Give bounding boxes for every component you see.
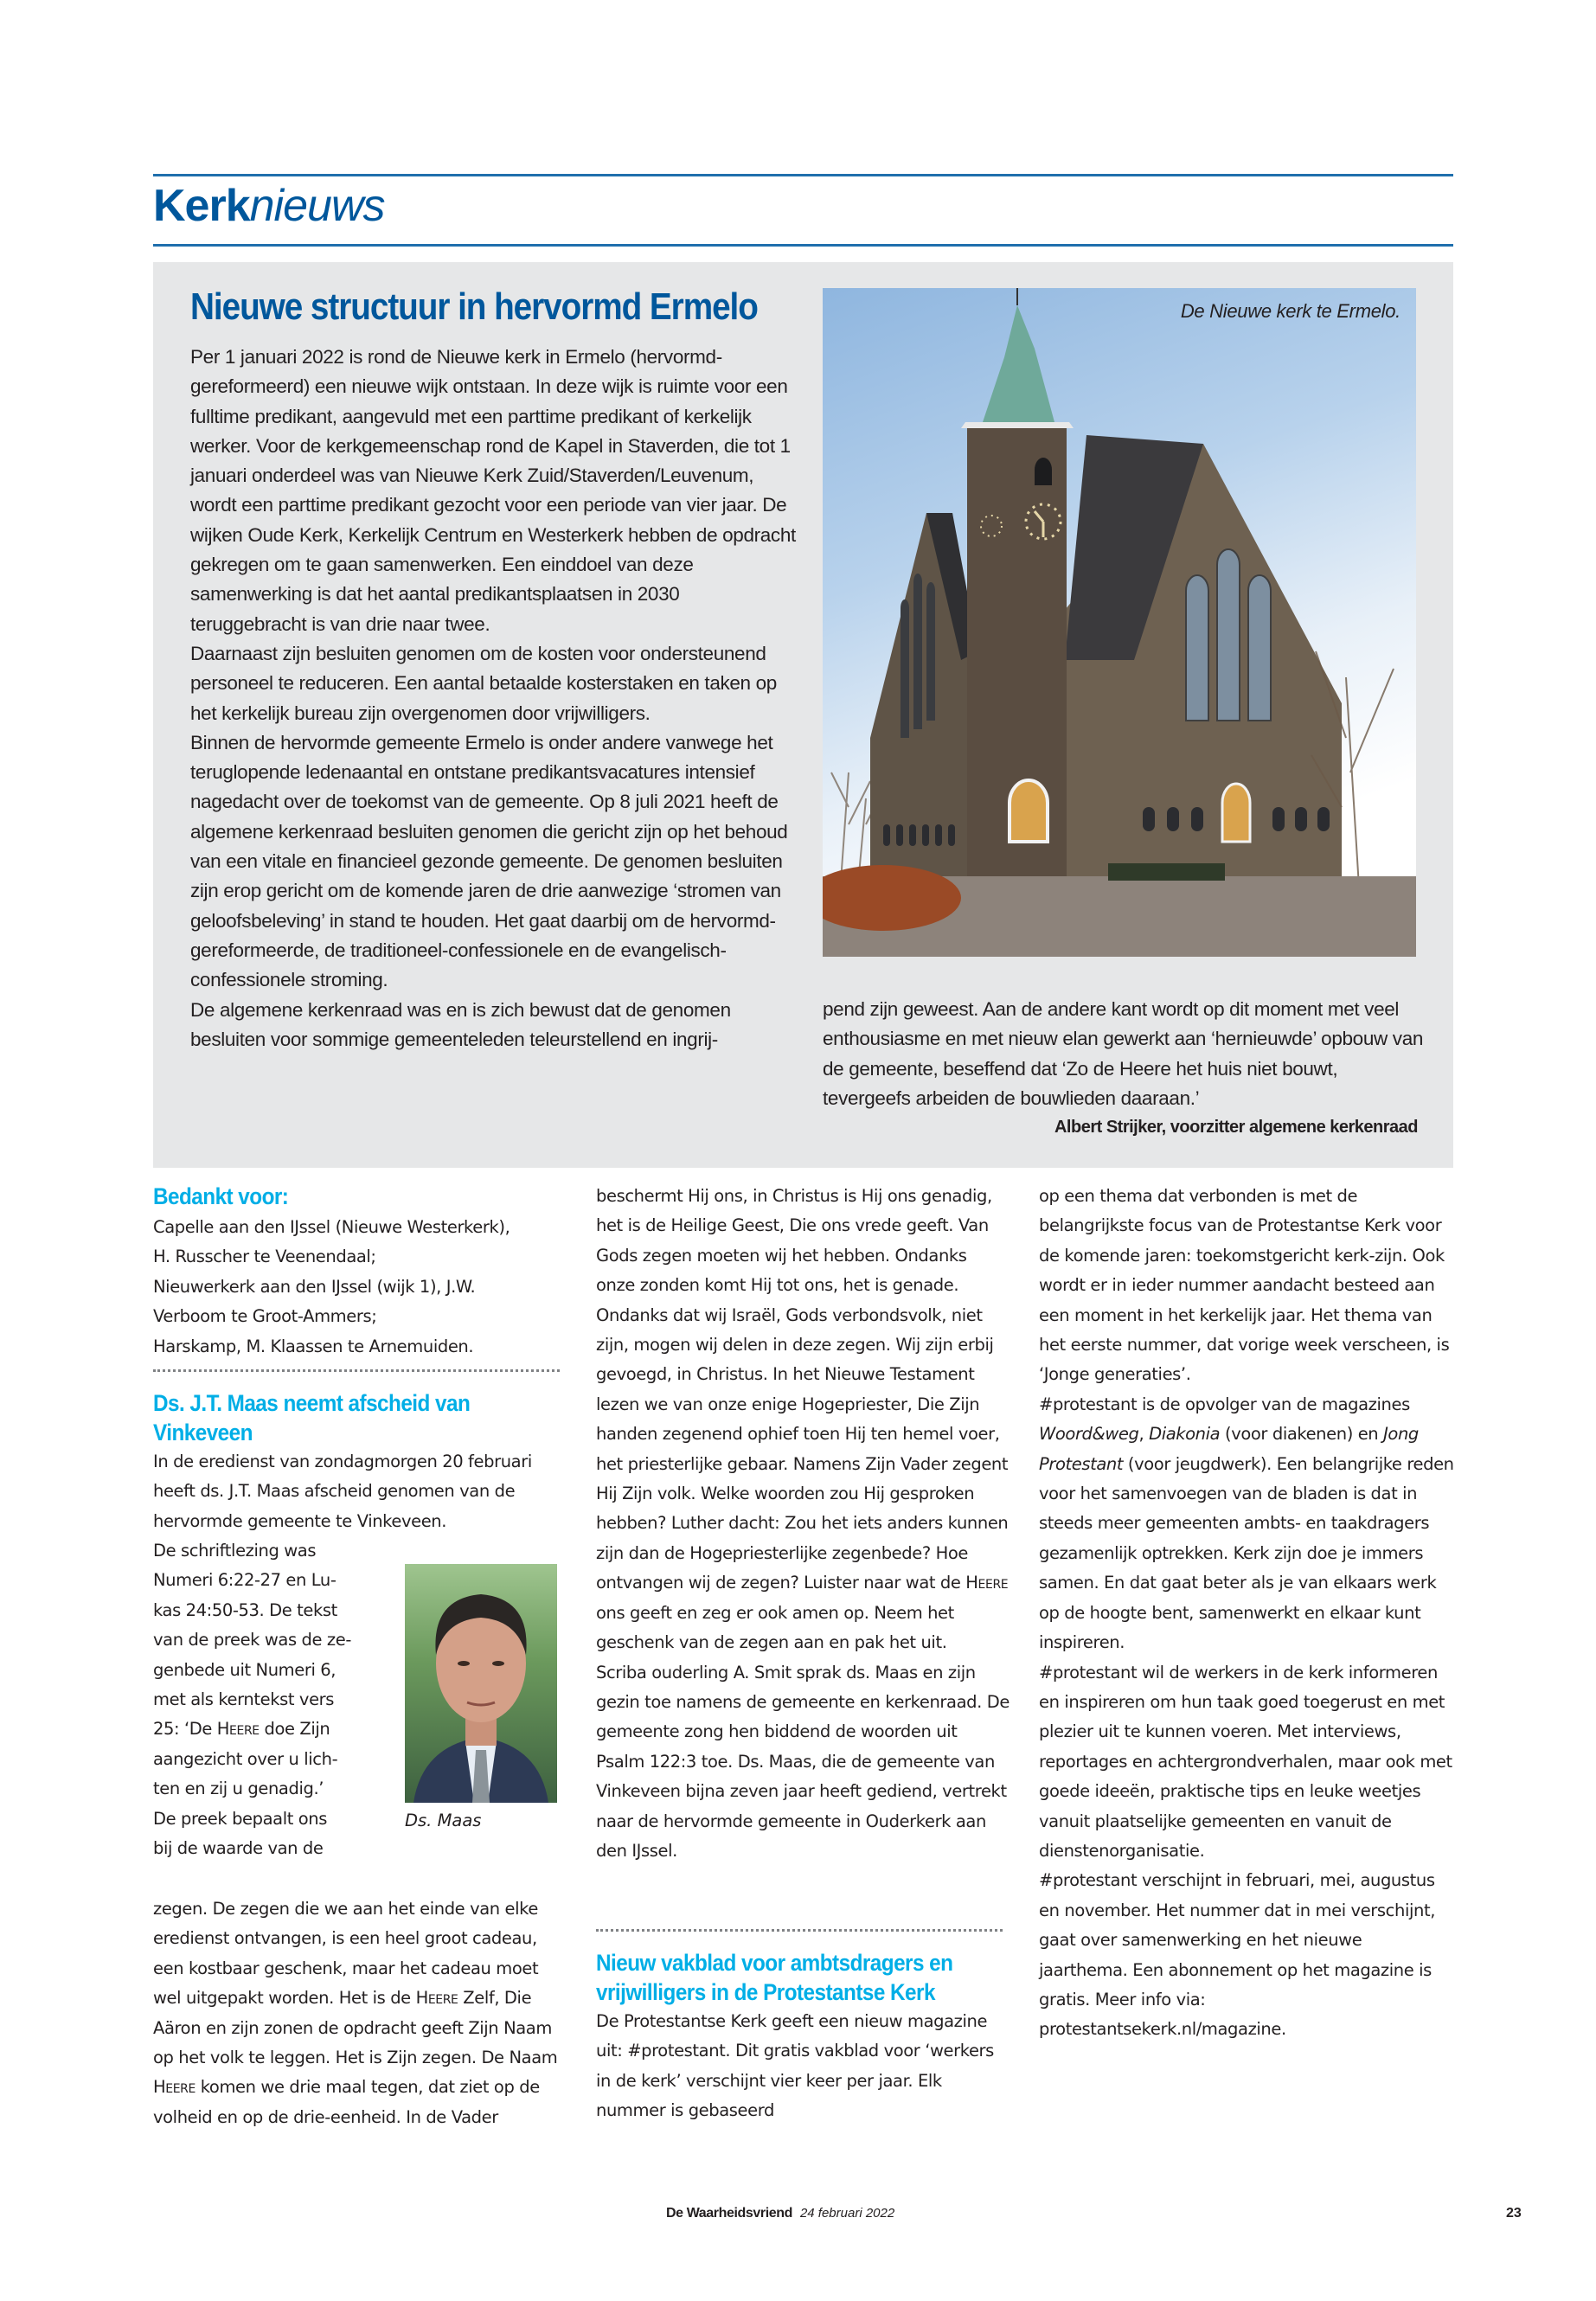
magazine-title: Diakonia xyxy=(1149,1424,1221,1445)
publication-date: 24 februari 2022 xyxy=(799,2206,895,2221)
magazine-title: Jong Protestant xyxy=(1039,1424,1419,1474)
section-title-italic: nieuws xyxy=(249,181,385,231)
feature-column-2 xyxy=(823,995,1428,1113)
text-line: ten en zij u genadig.’ xyxy=(153,1779,324,1799)
header-top-rule xyxy=(153,174,1453,176)
text-line: met als kerntekst vers xyxy=(153,1689,335,1710)
feature-paragraph: Per 1 januari 2022 is rond de Nieuwe kerk in Ermelo (hervormd-gereformeerd) een nieuwe wijk ontstaan. In deze wijk is ruimte voor een fulltime predikant, aangevuld met een parttime predikant of kerkelijk werker. Voor de kerkgemeenschap rond de Kapel in Staverden, die tot 1 januari onderdeel was van Nieuwe Kerk Zuid/Staverden/Leuvenum, wordt een parttime predikant gezocht voor een periode van vier jaar. De wijken Oude Kerk, Kerkelijk Centrum en Westerkerk hebben de opdracht gekregen om te gaan samenwerken. Een einddoel van deze samenwerking is dat het aantal predikantsplaatsen in 2030 teruggebracht is van drie naar twee. xyxy=(190,346,796,635)
text-fragment: #protestant is de opvolger van de magazines xyxy=(1039,1394,1410,1414)
section-title-bold: Kerk xyxy=(153,181,250,231)
text-line: De schriftlezing was xyxy=(153,1541,317,1561)
vakblad-paragraph: op een thema dat verbonden is met de belangrijkste focus van de Protestantse Kerk voor de komende jaren: toekomstgericht kerk-zijn. Ook wordt er in ieder nummer aandacht besteed aan een moment in het kerkelijk jaar. Het thema van het eerste nummer, dat vorige week verscheen, is ‘Jonge generaties’. xyxy=(1039,1186,1450,1385)
vakblad-paragraph xyxy=(1039,1390,1454,1658)
footer-publication xyxy=(666,2206,894,2221)
maas-column-1-continued xyxy=(153,1894,568,2132)
bedankt-item: H. Russcher te Veenendaal; xyxy=(153,1247,376,1267)
bedankt-item: Capelle aan den IJssel (Nieuwe Westerkerk), xyxy=(153,1217,510,1237)
text-line xyxy=(153,1715,395,1744)
section-divider xyxy=(153,1369,560,1372)
church-photo xyxy=(823,288,1416,957)
feature-paragraph: Daarnaast zijn besluiten genomen om de kosten voor ondersteunend personeel te reduceren. Een aantal betaalde kosterstaken en taken op het kerkelijk bureau zijn overgenomen door vrijwilligers. xyxy=(190,642,777,724)
vakblad-heading-line: vrijwilligers in de Protestantse Kerk xyxy=(596,1979,935,2005)
text-fragment: zegen. De zegen die we aan het einde van elke eredienst ontvangen, is een heel groot cadeau, een kostbaar geschenk, maar het cadeau moet wel uitgepakt worden. Het is de xyxy=(153,1899,539,2009)
text-line: aangezicht over u lich- xyxy=(153,1748,338,1769)
feature-paragraph: pend zijn geweest. Aan de andere kant wordt op dit moment met veel enthousiasme en met nieuw elan gewerkt aan ‘hernieuwde’ opbouw van de gemeente, beseffend dat ‘Zo de Heere het huis niet bouwt, tevergeefs arbeiden de bouwlieden daaraan.’ xyxy=(823,998,1424,1109)
text-fragment: (voor jeugdwerk). Een belangrijke reden voor het samenvoegen van de bladen is dat in steeds meer gemeenten ambts- en taakdragers gezamenlijk optrekken. Kerk zijn doe je immers samen. En dat gaat beter als je van elkaars werk op de hoogte bent, samenwerkt en elkaar kunt inspireren. xyxy=(1039,1453,1454,1653)
vakblad-column-3 xyxy=(1039,1182,1454,2045)
vakblad-paragraph: #protestant verschijnt in februari, mei, augustus en november. Het nummer dat in mei verschijnt, gaat over samenwerking en het nieuwe jaarthema. Een abonnement op het magazine is gratis. Meer info via: protestantsekerk.nl/magazine. xyxy=(1039,1870,1435,2040)
maas-paragraph xyxy=(596,1182,1010,1658)
feature-headline: Nieuwe structuur in hervormd Ermelo xyxy=(190,285,758,328)
text-fragment: komen we drie maal tegen, dat ziet op de volheid en op de drie-eenheid. In de Vader xyxy=(153,2077,540,2127)
maas-heading xyxy=(153,1388,470,1447)
vakblad-column-2: De Protestantse Kerk geeft een nieuw magazine uit: #protestant. Dit gratis vakblad voor ‘werkers in de kerk’ verschijnt vier keer per jaar. Elk nummer is gebaseerd xyxy=(596,2011,994,2121)
vakblad-heading xyxy=(596,1948,952,2007)
text-fragment: doe Zijn xyxy=(259,1719,330,1740)
church-illustration xyxy=(823,288,1416,957)
magazine-title: Woord&weg xyxy=(1039,1424,1139,1445)
maas-heading-line: Vinkeveen xyxy=(153,1420,253,1445)
portrait-photo-ds-maas xyxy=(405,1564,557,1803)
text-fragment: , xyxy=(1138,1424,1150,1445)
text-fragment: 25: ‘De xyxy=(153,1719,217,1740)
portrait-illustration xyxy=(405,1564,557,1803)
text-line: De preek bepaalt ons xyxy=(153,1808,328,1829)
bedankt-list xyxy=(153,1213,568,1362)
bedankt-item: Nieuwerkerk aan den IJssel (wijk 1), J.W. xyxy=(153,1276,476,1297)
publication-name: De Waarheidsvriend xyxy=(666,2206,793,2221)
feature-paragraph: De algemene kerkenraad was en is zich bewust dat de genomen besluiten voor sommige gemeenteleden teleurstellend en ingrij- xyxy=(190,998,731,1050)
page-number: 23 xyxy=(1506,2206,1522,2221)
text-fragment: Zelf, Die Aäron en zijn zonen de opdracht geeft Zijn Naam op het volk te leggen. Het is Zijn zegen. De Naam xyxy=(153,1988,558,2068)
text-fragment: ons geeft en zeg er ook amen op. Neem het geschenk van de zegen aan en pak het uit. xyxy=(596,1602,954,1653)
text-line: Numeri 6:22-27 en Lu- xyxy=(153,1570,337,1591)
bedankt-item: Harskamp, M. Klaassen te Arnemuiden. xyxy=(153,1336,474,1356)
article-signature: Albert Strijker, voorzitter algemene kerkenraad xyxy=(1054,1118,1418,1137)
text-line: genbede uit Numeri 6, xyxy=(153,1659,337,1680)
heere-smallcaps: Heere xyxy=(216,1719,260,1740)
bedankt-heading: Bedankt voor: xyxy=(153,1183,289,1209)
heere-smallcaps: Heere xyxy=(965,1573,1009,1593)
maas-intro: In de eredienst van zondagmorgen 20 februari heeft ds. J.T. Maas afscheid genomen van de hervormde gemeente te Vinkeveen. xyxy=(153,1452,532,1531)
vakblad-paragraph: #protestant wil de werkers in de kerk informeren en inspireren om hun taak goed toegerust en met plezier uit te kunnen voeren. Met interviews, reportages en achtergrondverhalen, maar ook met goede ideeën, praktische tips en leuke weetjes vanuit plaatselijke gemeenten en vanuit de dienstenorganisatie. xyxy=(1039,1662,1452,1861)
feature-column-1 xyxy=(190,343,796,1054)
header-bottom-rule xyxy=(153,244,1453,247)
portrait-caption: Ds. Maas xyxy=(405,1811,482,1830)
maas-paragraph: Scriba ouderling A. Smit sprak ds. Maas en zijn gezin toe namens de gemeente en kerkenraad. De gemeente zong hen biddend de woorden uit Psalm 122:3 toe. Ds. Maas, die de gemeente van Vinkeveen bijna zeven jaar heeft gediend, vertrekt naar de hervormde gemeente in Ouderkerk aan den IJssel. xyxy=(596,1662,1010,1861)
text-fragment: (voor diakenen) en xyxy=(1220,1424,1384,1445)
maas-heading-line: Ds. J.T. Maas neemt afscheid van xyxy=(153,1390,471,1416)
text-line: van de preek was de ze- xyxy=(153,1630,351,1650)
vakblad-heading-line: Nieuw vakblad voor ambtsdragers en xyxy=(596,1950,953,1976)
heere-smallcaps: Heere xyxy=(415,1988,458,2009)
maas-column-2 xyxy=(596,1182,1010,1866)
bedankt-item: Verboom te Groot-Ammers; xyxy=(153,1306,377,1327)
photo-caption: De Nieuwe kerk te Ermelo. xyxy=(1180,300,1401,322)
text-line: kas 24:50-53. De tekst xyxy=(153,1599,337,1620)
text-line: bij de waarde van de xyxy=(153,1838,324,1859)
maas-wrap-text xyxy=(153,1536,395,1863)
feature-paragraph: Binnen de hervormde gemeente Ermelo is onder andere vanwege het teruglopende ledenaantal en ontstane predikantsvacatures intensief nagedacht over de toekomst van de gemeente. Op 8 juli 2021 heeft de algemene kerkenraad besluiten genomen die gericht zijn op het behoud van een vitale en financieel gezonde gemeente. De genomen besluiten zijn erop gericht om de komende jaren de drie aanwezige ‘stromen van geloofsbeleving’ in stand te houden. Het gaat daarbij om de hervormd-gereformeerde, de traditioneel-confessionele en de evangelisch-confessionele stroming. xyxy=(190,731,788,991)
section-divider xyxy=(596,1929,1003,1932)
text-fragment: beschermt Hij ons, in Christus is Hij ons genadig, het is de Heilige Geest, Die ons vrede geeft. Van Gods zegen moeten wij het hebben. Ondanks onze zonden komt Hij tot ons, het is genade. Ondanks dat wij Israël, Gods verbondsvolk, niet zijn, mogen wij delen in deze zegen. Wij zijn erbij gevoegd, in Christus. In het Nieuwe Testament lezen we van onze enige Hogepriester, Die Zijn handen zegenend ophief toen Hij ten hemel voer, het priesterlijke gebaar. Namens Zijn Vader zegent Hij Zijn volk. Welke woorden zou Hij gesproken hebben? Luther dacht: Zou het iets anders kunnen zijn dan de Hogepriesterlijke zegenbede? Hoe ontvangen wij de zegen? Luister naar wat de xyxy=(596,1186,1009,1593)
section-title xyxy=(153,180,385,232)
heere-smallcaps: Heere xyxy=(153,2077,195,2098)
